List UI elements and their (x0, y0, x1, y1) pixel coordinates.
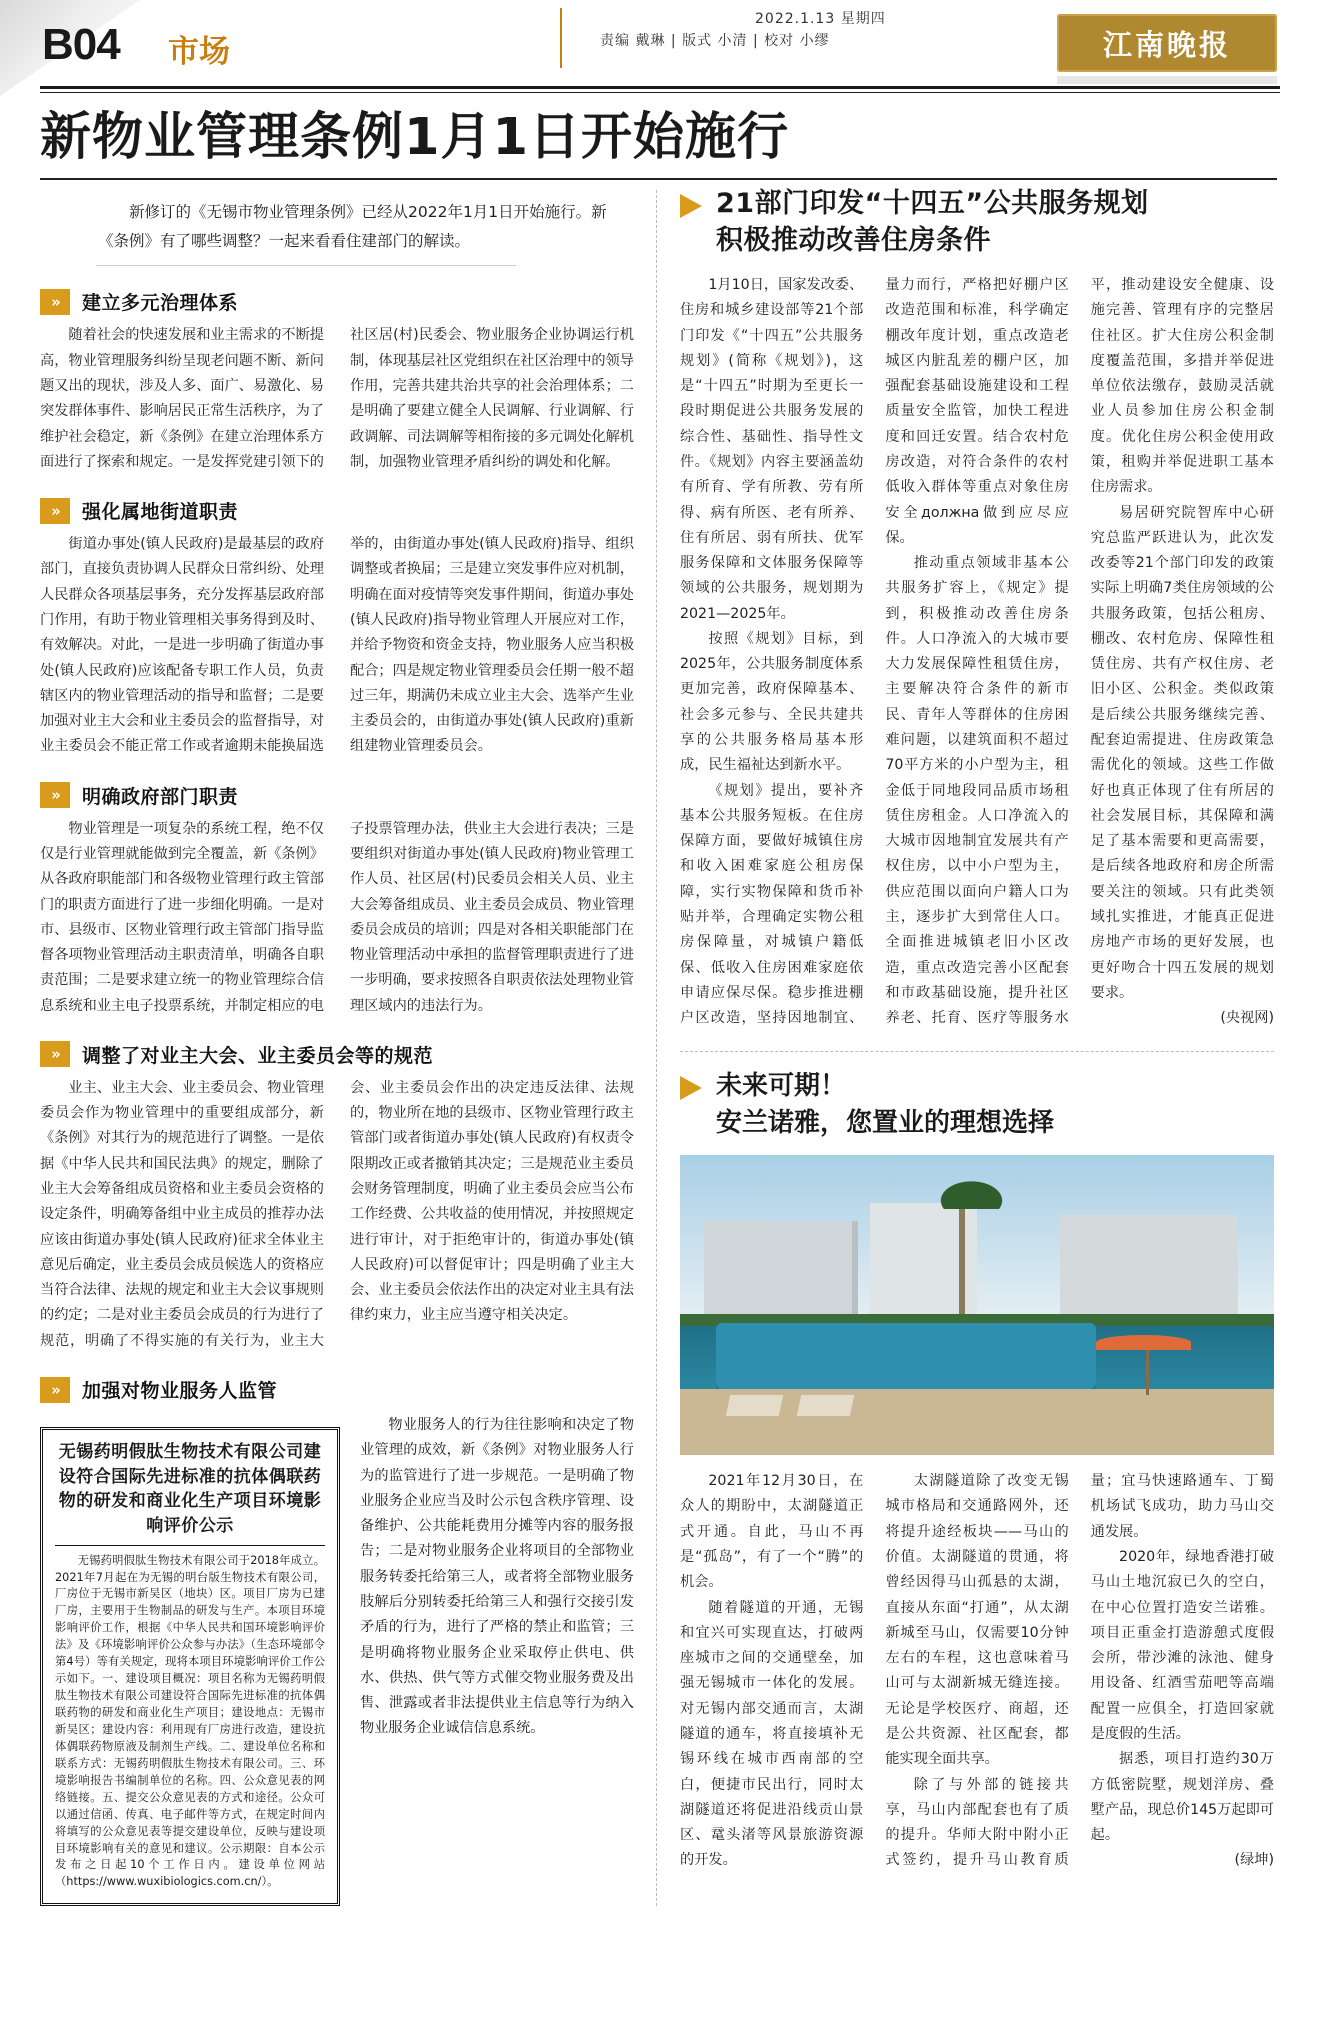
triangle-marker-icon (680, 194, 702, 218)
paragraph: 业主、业主大会、业主委员会、物业管理委员会作为物业管理中的重要组成部分，新《条例》对其行为的规范进行了调整。一是依据《中华人民共和国民法典》的规定，删除了业主大会筹备组成员资格和业主委员会资格的设定条件，明确筹备组中业主成员的推荐办法应该由街道办事处(镇人民政府)征求全体业主意见后确定，业主委员会成员候选人的资格应当符合法律、法规的规定和业主大会议事规则的约定；二是对业主委员会成员的行为进行了规范，明确了不得实施的有关行为，业主大会、业主委员会作出的决定违反法律、法规的，物业所在地的县级市、区物业管理行政主管部门或者街道办事处(镇人民政府)有权责令限期改正或者撤销其决定；三是规范业主委员会财务管理制度，明确了业主委员会应当公布工作经费、公共收益的使用情况，并按照规定进行审计，对于拒绝审计的，街道办事处(镇人民政府)可以督促审计；四是明确了业主大会、业主委员会依法作出的决定对业主具有法律约束力，业主应当遵守相关决定。 (40, 1079, 634, 1349)
article-divider (680, 1051, 1274, 1052)
photo-swimming-pool (716, 1323, 1096, 1389)
page-number: B04 (42, 20, 120, 69)
article-2-title-line-2: 积极推动改善住房条件 (716, 224, 991, 256)
paragraph: 2020年，绿地香港打破马山土地沉寂已久的空白，在中心位置打造安兰诺雅。项目正重金打造游憩式度假会所，带沙滩的泳池、健身用设备、红酒雪茄吧等高端配置一应俱全，打造回家就是度假的生活。 (1090, 1549, 1274, 1742)
section-1-body (40, 323, 634, 475)
page-content (40, 180, 1277, 1906)
masthead-rule (40, 86, 1280, 89)
page-headline: 新物业管理条例1月1日开始施行 (40, 108, 789, 167)
paragraph: 随着隧道的开通，无锡和宜兴可实现直达，打破两座城市之间的交通壁垒，加强无锡城市一体化的发展。对无锡内部交通而言，太湖隧道的通车，将直接填补无锡环线在城市西南部的空白，便捷市民出行，同时太湖隧道还将促进沿线贡山景区、鼋头渚等风景旅游资源的开发。 (680, 1599, 864, 1869)
masthead-rule-thin (40, 92, 1280, 93)
photo-lounge-chair (725, 1395, 783, 1416)
article-2-title (716, 186, 1149, 259)
publication-date: 2022.1.13 星期四 (755, 11, 886, 27)
photo-umbrella (1096, 1335, 1191, 1350)
article-3-photo (680, 1155, 1274, 1455)
lede-block (40, 198, 634, 266)
ad-title: 无锡药明假肽生物技术有限公司建设符合国际先进标准的抗体偶联药物的研发和商业化生产项目环境影响评价公示 (55, 1440, 325, 1546)
subheading-4 (40, 1041, 634, 1068)
lede-text: 新修订的《无锡市物业管理条例》已经从2022年1月1日开始施行。新《条例》有了哪些调整？一起来看看住建部门的解读。 (98, 203, 607, 250)
paragraph: 太湖隧道除了改变无锡城市格局和交通路网外，还将提升途经板块——马山的价值。太湖隧道的贯通，将曾经因得马山孤悬的太湖，直接从东面“打通”，从太湖新城至马山，仅需要10分钟左右的车程，这也意味着马山可与太湖新城无缝连接。无论是学校医疗、商超，还是公共资源、社区配套，都能实现全面共享。 (885, 1473, 1069, 1768)
article-2-source: (央视网) (1220, 1010, 1274, 1027)
masthead-divider (560, 8, 562, 68)
chevron-right-icon: » (40, 782, 70, 808)
paragraph: 街道办事处(镇人民政府)是最基层的政府部门，直接负责协调人民群众日常纠纷、处理人民群众各项基层事务，充分发挥基层政府部门作用，有助于物业管理相关事务得到及时、有效解决。对此，一是进一步明确了街道办事处(镇人民政府)应该配备专职工作人员，负责辖区内的物业管理活动的指导和监督；二是要加强对业主大会和业主委员会的监督指导，对业主委员会不能正常工作或者逾期未能换届选举的，由街道办事处(镇人民政府)指导、组织调整或者换届；三是建立突发事件应对机制，明确在面对疫情等突发事件期间，街道办事处(镇人民政府)指导物业管理人开展应对工作，并给予物资和资金支持，物业服务人应当积极配合；四是规定物业管理委员会任期一般不超过三年，期满仍未成立业主大会、选举产生业主委员会的，由街道办事处(镇人民政府)重新组建物业管理委员会。 (40, 536, 634, 755)
paragraph: 随着社会的快速发展和业主需求的不断提高，物业管理服务纠纷呈现老问题不断、新问题又出的现状，涉及人多、面广、易激化、易突发群体事件、影响居民正常生活秩序，为了维护社会稳定，新《条例》在建立治理体系方面进行了探索和规定。一是发挥党建引领下的社区居(村)民委会、物业服务企业协调运行机制，体现基层社区党组织在社区治理中的领导作用，完善共建共治共享的社会治理体系；二是明确了要建立健全人民调解、行业调解、行政调解、司法调解等相衔接的多元调处化解机制，加强物业管理矛盾纠纷的调处和化解。 (40, 327, 634, 470)
photo-building-left (704, 1221, 858, 1323)
subheading-1 (40, 288, 634, 315)
chevron-right-icon: » (40, 1041, 70, 1067)
article-2-header (680, 186, 1274, 259)
section-3-body (40, 817, 634, 1019)
subheading-3-label: 明确政府部门职责 (82, 785, 239, 808)
subheading-4-label: 调整了对业主大会、业主委员会等的规范 (82, 1044, 434, 1067)
article-3-title (716, 1068, 1054, 1141)
paragraph: 推动重点领域非基本公共服务扩容上，《规定》提到，积极推动改善住房条件。人口净流入的大城市要大力发展保障性租赁住房，主要解决符合条件的新市民、青年人等群体的住房困难问题，以建筑面积不超过70平方米的小户型为主，租金低于同地段同品质市场租赁住房租金。人口净流入的大城市因地制宜发展共有产权住房，以中小户型为主，供应范围以面向户籍人口为主，逐步扩大到常住人口。全面推进城镇老旧小区改造，重点改造完善小区配套和市政基础设施，提升社区养老、托育、医疗等服务水平，推动建设安全健康、设施完善、管理有序的完整居住社区。扩大住房公积金制度覆盖范围，多措并举促进单位依法缴存，鼓励灵活就业人员参加住房公积金制度。优化住房公积金使用政策，租购并举促进职工基本住房需求。 (885, 276, 1274, 1027)
paragraph: 《规划》提出，要补齐基本公共服务短板。在住房保障方面，要做好城镇住房和收入困难家庭公租房保障，实行实物保障和货币补贴并举，合理确定实物公租房保障量，对城镇户籍低保、低收入住房困难家庭依申请应保尽保。稳步推进棚户区改造，坚持因地制宜、量力而行，严格把好棚户区改造范围和标准，科学确定棚改年度计划，重点改造老城区内脏乱差的棚户区，加强配套基础设施建设和工程质量安全监管，加快工程进度和回迁安置。结合农村危房改造，对符合条件的农村低收入群体等重点对象住房安全должна做到应尽应保。 (680, 276, 1069, 1027)
article-2-body (680, 273, 1274, 1031)
paragraph: 除了与外部的链接共享，马山内部配套也有了质的提升。华师大附中附小正式签约，提升马山教育质量；宜马快速路通车、丁蜀机场试飞成功，助力马山交通发展。 (885, 1473, 1274, 1869)
newspaper-logo: 江南晚报 (1057, 14, 1277, 72)
masthead (0, 0, 1317, 96)
triangle-marker-icon (680, 1076, 702, 1100)
article-3-title-line-2: 安兰诺雅，您置业的理想选择 (716, 1107, 1055, 1138)
photo-lounge-chair (797, 1395, 855, 1416)
section-4-body (40, 1076, 634, 1354)
subheading-2-label: 强化属地街道职责 (82, 501, 239, 524)
chevron-right-icon: » (40, 289, 70, 315)
lede-underline (96, 265, 516, 266)
logo-underbar (1057, 76, 1277, 84)
article-3-header (680, 1068, 1274, 1141)
section-title: 市场 (168, 34, 230, 70)
paragraph: 物业服务人的行为往往影响和决定了物业管理的成效，新《条例》对物业服务人行为的监管进行了进一步规范。一是明确了物业服务企业应当及时公示包含秩序管理、设备维护、公共能耗费用分摊等内容的服务报告；二是对物业服务企业将项目的全部物业服务转委托给第三人，或者将全部物业服务肢解后分别转委托给第三人和强行交接引发矛盾的行为，进行了严格的禁止和监管；三是明确将物业服务企业采取停止供电、供水、供热、供气等方式催交物业服务费及出售、泄露或者非法提供业主信息等行为纳入物业服务企业诚信信息系统。 (360, 1417, 634, 1737)
section-5-body (360, 1413, 634, 1742)
article-3-title-line-1: 未来可期！ (716, 1071, 847, 1102)
paragraph: 1月10日，国家发改委、住房和城乡建设部等21个部门印发《“十四五”公共服务规划》(简称《规划》)，这是“十四五”时期为至更长一段时期促进公共服务发展的综合性、基础性、指导性文件。《规划》内容主要涵盖幼有所育、学有所教、劳有所得、病有所医、老有所养、住有所居、弱有所扶、优军服务保障和文体服务保障等领域的公共服务，规划期为2021—2025年。 (680, 276, 864, 622)
editorial-credits: 责编 戴琳 | 版式 小清 | 校对 小缪 (600, 33, 830, 49)
paragraph: 据悉，项目打造约30万方低密院墅，规划洋房、叠墅产品，现总价145万起即可起。 (1090, 1751, 1274, 1844)
subheading-2 (40, 497, 634, 524)
subheading-1-label: 建立多元治理体系 (82, 292, 239, 315)
left-column (40, 180, 656, 1906)
paragraph: 无锡药明假肽生物技术有限公司于2018年成立。2021年7月起在为无锡的明台版生物技术有限公司，厂房位于无锡市新吴区（地块）区。项目厂房为已建厂房，主要用于生物制品的研发与生产。本项目环境影响评价工作，根据《中华人民共和国环境影响评价法》及《环境影响评价公众参与办法》（生态环境部令第4号）等有关规定，现将本项目环境影响评价工作公示如下。一、建设项目概况：项目名称为无锡药明假肽生物技术有限公司建设符合国际先进标准的抗体偶联药物的研发和商业化生产项目；建设地点：无锡市新吴区；建设内容：利用现有厂房进行改造，建设抗体偶联药物原液及制剂生产线。二、建设单位名称和联系方式：无锡药明假肽生物技术有限公司。三、环境影响报告书编制单位的名称。四、公众意见表的网络链接。五、提交公众意见表的方式和途径。公众可以通过信函、传真、电子邮件等方式，在规定时间内将填写的公众意见表等提交建设单位，反映与建设项目环境影响有关的意见和建议。公示期限：自本公示发布之日起10个工作日内。建设单位网站（https://www.wuxibiologics.com.cn/）。 (55, 1553, 325, 1889)
right-column (656, 180, 1274, 1906)
article-3-body (680, 1469, 1274, 1874)
photo-building-right (1060, 1215, 1238, 1323)
subheading-5 (40, 1376, 634, 1403)
paragraph: 易居研究院智库中心研究总监严跃进认为，此次发改委等21个部门印发的政策实际上明确7类住房领域的公共服务政策，包括公租房、棚改、农村危房、保障性租赁住房、共有产权住房、老旧小区、公积金。类似政策是后续公共服务继续完善、配套迫需提进、住房政策急需优化的领域。这些工作做好也真正体现了住有所居的社会发展目标，其保障和满足了基本需要和更高需要，是后续各地政府和房企所需要关注的领域。只有此类领域扎实推进，才能真正促进房地产市场的更好发展，也更好吻合十四五发展的规划要求。 (1090, 504, 1274, 1001)
chevron-right-icon: » (40, 1377, 70, 1403)
article-3-source: (绿坤) (1234, 1852, 1274, 1869)
subheading-3 (40, 782, 634, 809)
subheading-5-label: 加强对物业服务人监管 (82, 1380, 278, 1402)
column-divider (656, 190, 657, 1906)
paragraph: 物业管理是一项复杂的系统工程，绝不仅仅是行业管理就能做到完全覆盖，新《条例》从各政府职能部门和各级物业管理行政主管部门的职责方面进行了进一步细化明确。一是对市、县级市、区物业管理行政主管部门指导监督各项物业管理活动主职责清单，明确各自职责范围；二是要求建立统一的物业管理综合信息系统和业主电子投票系统，并制定相应的电子投票管理办法，供业主大会进行表决；三是要组织对街道办事处(镇人民政府)物业管理工作人员、社区居(村)民委员会相关人员、业主大会筹备组成员、业主委员会成员、物业管理委员会成员的培训；四是对各相关职能部门在物业管理活动中承担的监督管理职责进行了进一步明确，要求按照各自职责依法处理物业管理区域内的违法行为。 (40, 820, 634, 1014)
ad-body (55, 1553, 325, 1892)
chevron-right-icon: » (40, 498, 70, 524)
paragraph: 按照《规划》目标，到2025年，公共服务制度体系更加完善，政府保障基本、社会多元参与、全民共建共享的公共服务格局基本形成，民生福祉达到新水平。 (680, 630, 864, 774)
photo-umbrella-pole (1146, 1347, 1149, 1395)
paragraph: 2021年12月30日，在众人的期盼中，太湖隧道正式开通。自此，马山不再是“孤岛”，有了一个“腾”的机会。 (680, 1473, 864, 1591)
article-2-title-line-1: 21部门印发“十四五”公共服务规划 (716, 188, 1149, 220)
advertisement-box (40, 1427, 340, 1906)
photo-palm-leaves (918, 1167, 1025, 1209)
section-2-body (40, 532, 634, 760)
